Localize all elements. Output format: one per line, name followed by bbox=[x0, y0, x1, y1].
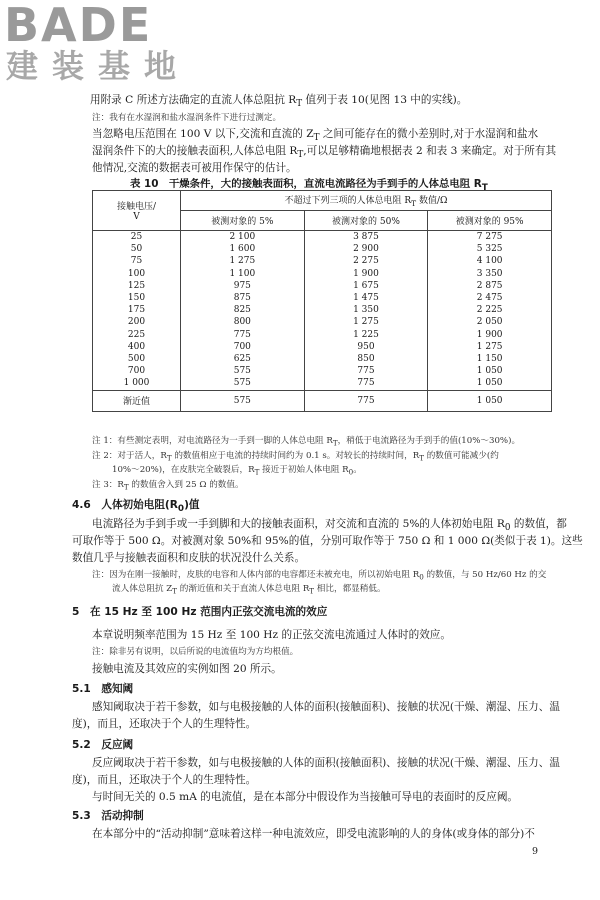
intro-paragraph-line: 湿润条件下的大的接触表面积,人体总电阻 $R_T$,可以足够精确地根据表 2 和表 3 来确定。对于所有其 bbox=[92, 145, 557, 161]
page-number: 9 bbox=[531, 846, 538, 857]
table-row bbox=[93, 280, 552, 292]
resistance-cell: 1 475 bbox=[304, 292, 428, 304]
voltage-cell: 500 bbox=[93, 353, 181, 365]
table-caption: 表 10 干燥条件，大的接触表面积，直流电流路径为手到手的人体总电阻 $R_T$ bbox=[130, 178, 488, 194]
paragraph-line: 本章说明频率范围为 15 Hz 至 100 Hz 的正弦交流电流通过人体时的效应。 bbox=[92, 629, 451, 641]
resistance-cell: 1 900 bbox=[304, 268, 428, 280]
logo-text-zh: 建装基地 bbox=[6, 47, 191, 85]
resistance-cell: 2 100 bbox=[181, 231, 305, 244]
paragraph-line: 度)，而且，还取决于个人的生理特性。 bbox=[72, 718, 257, 730]
resistance-cell: 2 875 bbox=[428, 280, 552, 292]
voltage-cell: 1 000 bbox=[93, 377, 181, 390]
section-4-6-heading: 4.6 人体初始电阻$(R_0)$值 bbox=[72, 499, 200, 515]
intro-line: 用附录 C 所述方法确定的直流人体总阻抗 $R_T$ 值列于表 10(见图 13 中的实线)。 bbox=[90, 94, 468, 110]
paragraph-line: 数值几乎与接触表面积和皮肤的状况没什么关系。 bbox=[72, 552, 306, 564]
resistance-cell: 975 bbox=[181, 280, 305, 292]
section-5-heading: 5 在 15 Hz 至 100 Hz 范围内正弦交流电流的效应 bbox=[72, 606, 328, 618]
table-row bbox=[93, 255, 552, 267]
resistance-cell: 1 600 bbox=[181, 243, 305, 255]
resistance-cell: 7 275 bbox=[428, 231, 552, 244]
resistance-cell: 2 050 bbox=[428, 316, 552, 328]
section-5-note: 注：除非另有说明，以后所说的电流值均为方均根值。 bbox=[92, 647, 299, 657]
resistance-cell: 3 875 bbox=[304, 231, 428, 244]
voltage-cell: 125 bbox=[93, 280, 181, 292]
resistance-cell: 2 225 bbox=[428, 304, 552, 316]
table-note-1: 注 1：有些测定表明，对电流路径为一手到一脚的人体总电阻 $R_T$，稍低于电流路径为手到手的值(10%～30%)。 bbox=[92, 436, 521, 448]
table-row bbox=[93, 365, 552, 377]
resistance-cell: 1 275 bbox=[304, 316, 428, 328]
section-4-6-note-cont: 流人体总阻抗 $Z_T$ 的渐近值和关于直流人体总电阻 $R_T$ 相比，都显稍低。 bbox=[112, 584, 386, 596]
resistance-cell: 875 bbox=[181, 292, 305, 304]
resistance-cell: 800 bbox=[181, 316, 305, 328]
resistance-table bbox=[92, 190, 552, 412]
resistance-cell: 775 bbox=[181, 329, 305, 341]
resistance-group-header: 不超过下列三项的人体总电阻 $R_T$ 数值/Ω bbox=[181, 191, 552, 211]
resistance-cell: 2 275 bbox=[304, 255, 428, 267]
table-cell: 1 050 bbox=[428, 390, 552, 411]
voltage-cell: 75 bbox=[93, 255, 181, 267]
paragraph-line: 与时间无关的 0.5 mA 的电流值，是在本部分中假设作为当接触可导电的表面时的反应阈。 bbox=[92, 791, 519, 803]
table-row bbox=[93, 329, 552, 341]
resistance-cell: 1 100 bbox=[181, 268, 305, 280]
table-row bbox=[93, 292, 552, 304]
table-row bbox=[93, 231, 552, 244]
voltage-column-header: 接触电压/ V bbox=[93, 191, 181, 231]
table-row bbox=[93, 268, 552, 280]
table-row bbox=[93, 341, 552, 353]
section-5-1-heading: 5.1 感知阈 bbox=[72, 683, 134, 695]
paragraph-line: 可取作等于 500 Ω。对被测对象 50%和 95%的值，分别可取作等于 750 Ω 和 1 000 Ω(类似于表 1)。这些 bbox=[72, 535, 583, 547]
table-cell: 775 bbox=[304, 390, 428, 411]
table-note-3: 注 3：$R_T$ 的数值舍入到 25 Ω 的数值。 bbox=[92, 480, 244, 492]
asymptotic-row bbox=[93, 390, 552, 411]
resistance-cell: 700 bbox=[181, 341, 305, 353]
resistance-cell: 575 bbox=[181, 377, 305, 390]
percentile-50-header: 被测对象的 50% bbox=[304, 211, 428, 231]
section-5-2-heading: 5.2 反应阈 bbox=[72, 739, 134, 751]
resistance-cell: 2 475 bbox=[428, 292, 552, 304]
resistance-cell: 575 bbox=[181, 365, 305, 377]
voltage-cell: 25 bbox=[93, 231, 181, 244]
intro-paragraph-line: 当忽略电压范围在 100 V 以下,交流和直流的 $Z_T$ 之间可能存在的微小差别时,对于水湿润和盐水 bbox=[92, 128, 539, 144]
resistance-cell: 625 bbox=[181, 353, 305, 365]
percentile-5-header: 被测对象的 5% bbox=[181, 211, 305, 231]
table-note-2: 注 2：对于活人，$R_T$ 的数值相应于电流的持续时间约为 0.1 s。对较长的持续时间，$R_T$ 的数值可能减少(约 bbox=[92, 451, 499, 463]
table-note-2-cont: 10%～20%)，在皮肤完全破裂后，$R_T$ 接近于初始人体电阻 $R_0$。 bbox=[112, 465, 362, 477]
paragraph-line: 电流路径为手到手或一手到脚和大的接触表面积，对交流和直流的 5%的人体初始电阻 $R_0$ 的数值，都 bbox=[92, 518, 567, 534]
resistance-cell: 1 050 bbox=[428, 377, 552, 390]
resistance-cell: 2 900 bbox=[304, 243, 428, 255]
resistance-cell: 1 275 bbox=[181, 255, 305, 267]
paragraph-line: 在本部分中的“活动抑制”意味着这样一种电流效应，即受电流影响的人的身体(或身体的部分)不 bbox=[92, 828, 535, 840]
resistance-cell: 1 275 bbox=[428, 341, 552, 353]
resistance-cell: 1 050 bbox=[428, 365, 552, 377]
resistance-cell: 775 bbox=[304, 365, 428, 377]
paragraph-line: 反应阈取决于若干参数，如与电极接触的人体的面积(接触面积)、接触的状况(干燥、潮湿、压力、温 bbox=[92, 757, 560, 769]
resistance-cell: 825 bbox=[181, 304, 305, 316]
table-row bbox=[93, 316, 552, 328]
resistance-cell: 1 150 bbox=[428, 353, 552, 365]
resistance-cell: 1 675 bbox=[304, 280, 428, 292]
paragraph-line: 度)，而且，还取决于个人的生理特性。 bbox=[72, 774, 257, 786]
paragraph-line: 接触电流及其效应的实例如图 20 所示。 bbox=[92, 663, 282, 675]
voltage-cell: 150 bbox=[93, 292, 181, 304]
table-row bbox=[93, 353, 552, 365]
resistance-cell: 3 350 bbox=[428, 268, 552, 280]
section-5-3-heading: 5.3 活动抑制 bbox=[72, 810, 144, 822]
resistance-cell: 850 bbox=[304, 353, 428, 365]
voltage-cell: 175 bbox=[93, 304, 181, 316]
table-row bbox=[93, 243, 552, 255]
voltage-cell: 225 bbox=[93, 329, 181, 341]
voltage-cell: 400 bbox=[93, 341, 181, 353]
table-row bbox=[93, 304, 552, 316]
paragraph-line: 感知阈取决于若干参数，如与电极接触的人体的面积(接触面积)、接触的状况(干燥、潮湿、压力、温 bbox=[92, 701, 560, 713]
resistance-cell: 5 325 bbox=[428, 243, 552, 255]
table-cell: 渐近值 bbox=[93, 390, 181, 411]
resistance-cell: 1 900 bbox=[428, 329, 552, 341]
table-row bbox=[93, 377, 552, 390]
section-4-6-note: 注：因为在刚一接触时，皮肤的电容和人体内部的电容都还未被充电，所以初始电阻 $R_0$ 的数值，与 50 Hz/60 Hz 的交 bbox=[92, 570, 547, 582]
resistance-cell: 4 100 bbox=[428, 255, 552, 267]
percentile-95-header: 被测对象的 95% bbox=[428, 211, 552, 231]
voltage-cell: 100 bbox=[93, 268, 181, 280]
resistance-cell: 775 bbox=[304, 377, 428, 390]
resistance-cell: 1 350 bbox=[304, 304, 428, 316]
voltage-cell: 200 bbox=[93, 316, 181, 328]
voltage-cell: 50 bbox=[93, 243, 181, 255]
intro-note: 注：我有在水湿润和盐水湿润条件下进行过测定。 bbox=[92, 113, 282, 123]
resistance-cell: 1 225 bbox=[304, 329, 428, 341]
logo-text-en: BADE bbox=[4, 0, 153, 52]
voltage-cell: 700 bbox=[93, 365, 181, 377]
table-cell: 575 bbox=[181, 390, 305, 411]
resistance-cell: 950 bbox=[304, 341, 428, 353]
watermark-logo bbox=[4, 2, 194, 94]
intro-paragraph-line: 他情况,交流的数据表可被用作保守的估计。 bbox=[92, 162, 297, 174]
